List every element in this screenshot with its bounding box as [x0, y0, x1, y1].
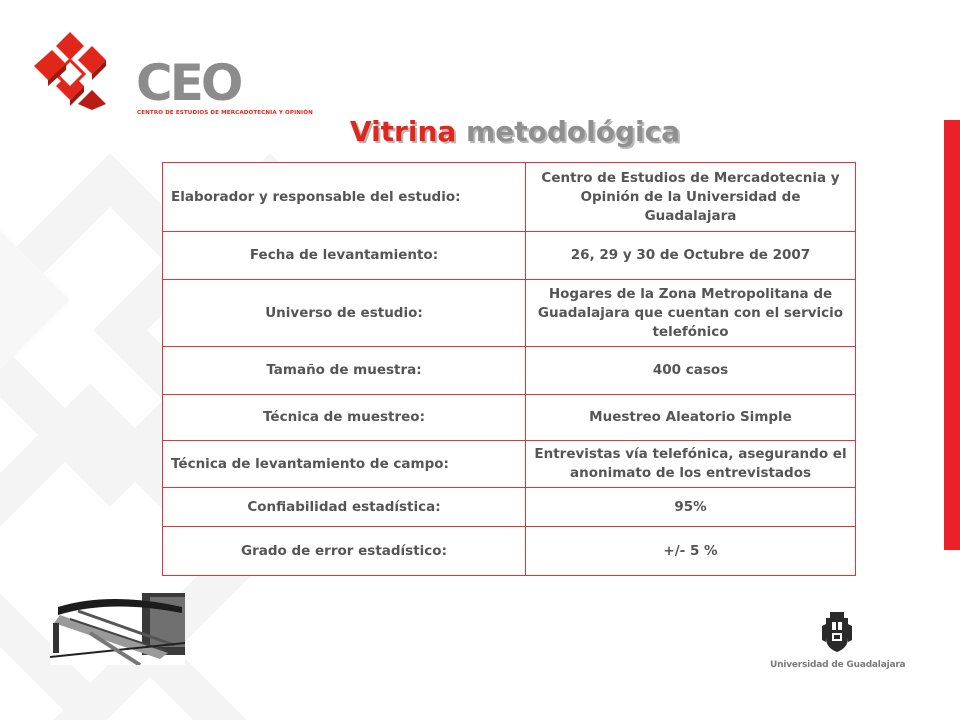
row-value: Centro de Estudios de Mercadotecnia y Opinión de la Universidad de Guadalajara — [526, 163, 856, 232]
row-label: Universo de estudio: — [163, 280, 526, 347]
table-row — [163, 232, 856, 280]
udg-name: Universidad de Guadalajara — [770, 660, 906, 670]
table-row — [163, 395, 856, 441]
table-row — [163, 441, 856, 488]
ceo-diamond-icon — [30, 30, 136, 110]
row-value: Entrevistas vía telefónica, asegurando el anonimato de los entrevistados — [526, 441, 856, 488]
udg-crest-icon — [820, 612, 854, 654]
row-label: Grado de error estadístico: — [163, 527, 526, 576]
row-value: Muestreo Aleatorio Simple — [526, 395, 856, 441]
building-photo — [50, 593, 185, 665]
udg-logo — [770, 612, 905, 674]
table-row — [163, 527, 856, 576]
row-value: +/- 5 % — [526, 527, 856, 576]
row-value: 95% — [526, 488, 856, 527]
table-row — [163, 280, 856, 347]
methodology-table — [162, 162, 856, 576]
row-label: Confiabilidad estadística: — [163, 488, 526, 527]
row-value: 400 casos — [526, 347, 856, 395]
ceo-logo-subtitle: CENTRO DE ESTUDIOS DE MERCADOTECNIA Y OPINIÓN — [137, 110, 313, 116]
page-title-part1: Vitrina — [349, 115, 457, 148]
row-value: 26, 29 y 30 de Octubre de 2007 — [526, 232, 856, 280]
ceo-logo-wordmark: CEO — [136, 54, 241, 112]
row-label: Elaborador y responsable del estudio: — [163, 163, 526, 232]
accent-bar — [944, 120, 960, 550]
page-title — [0, 115, 960, 148]
table-row — [163, 347, 856, 395]
row-label: Tamaño de muestra: — [163, 347, 526, 395]
row-label: Fecha de levantamiento: — [163, 232, 526, 280]
table-row — [163, 163, 856, 232]
row-label: Técnica de muestreo: — [163, 395, 526, 441]
row-value: Hogares de la Zona Metropolitana de Guadalajara que cuentan con el servicio telefónico — [526, 280, 856, 347]
ceo-logo — [30, 30, 313, 116]
row-label: Técnica de levantamiento de campo: — [163, 441, 526, 488]
page-title-part2: metodológica — [466, 115, 681, 148]
table-row — [163, 488, 856, 527]
